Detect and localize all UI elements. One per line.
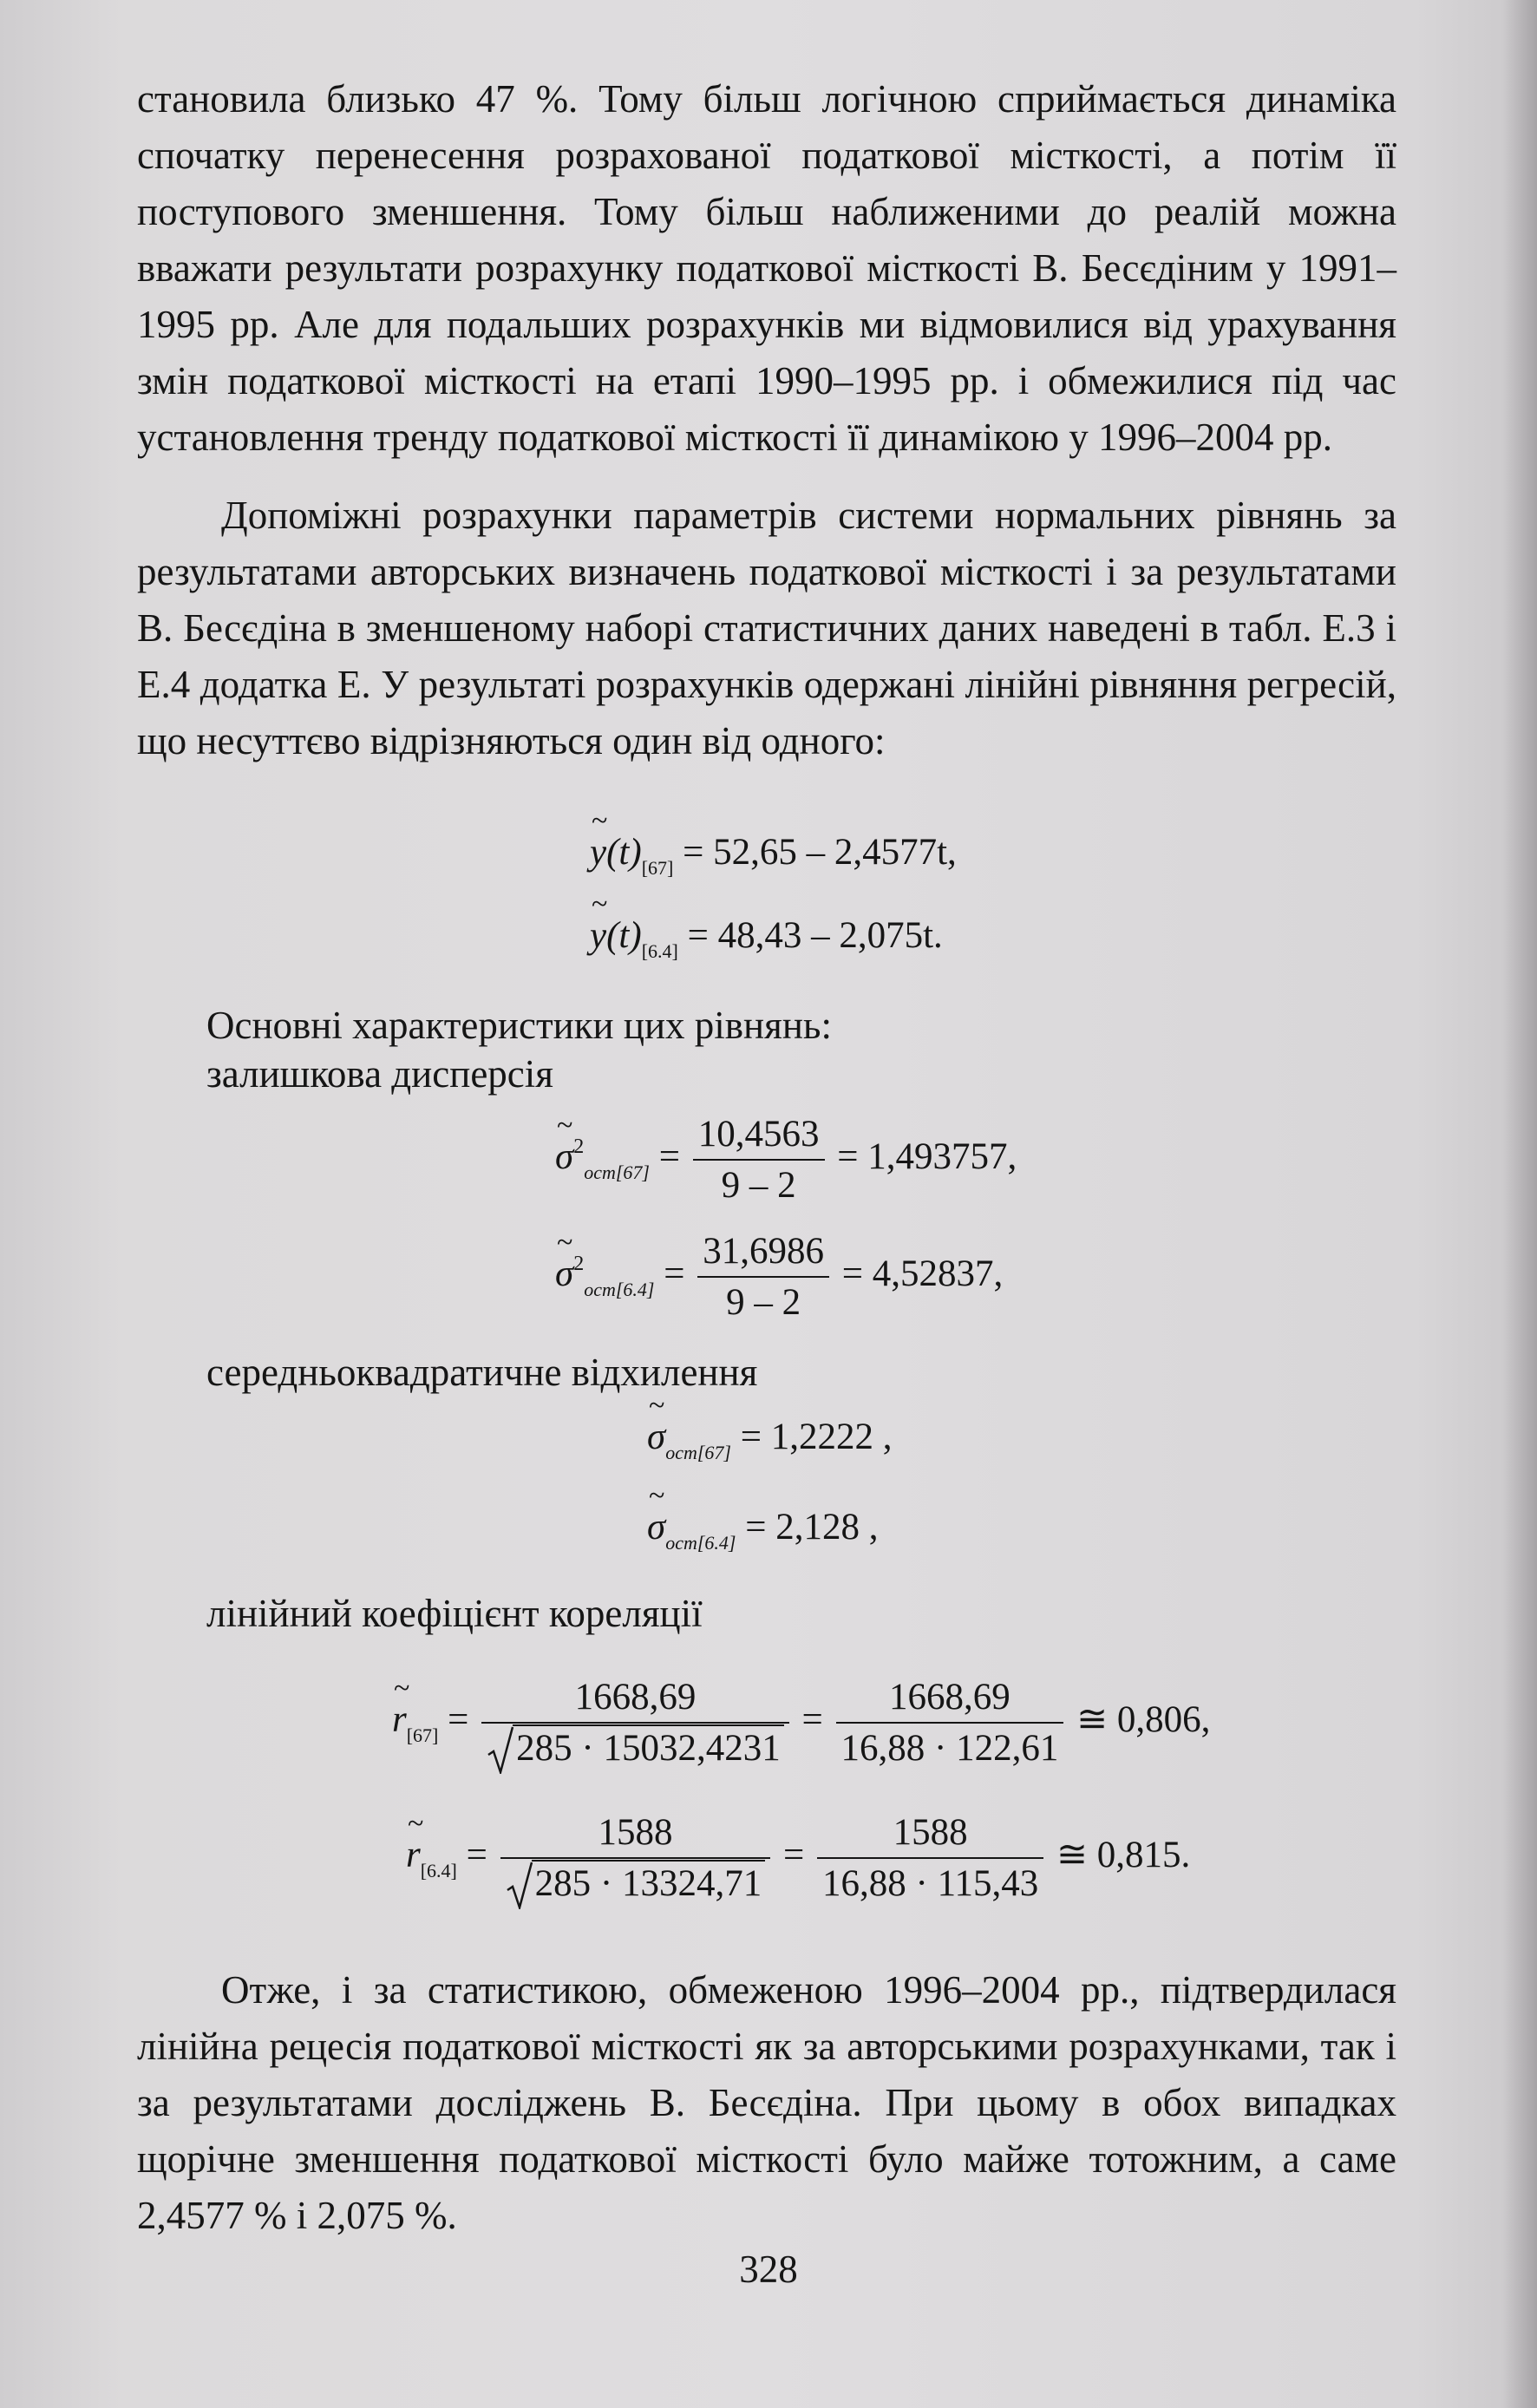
eq1-sub: [67] — [641, 857, 674, 879]
r2-numerator-1: 1588 — [500, 1811, 771, 1859]
r1-denominator-2: 16,88 · 122,61 — [840, 1728, 1059, 1769]
r2-rhs: ≅ 0,815. — [1056, 1834, 1191, 1875]
r2-fraction-1 — [500, 1811, 771, 1905]
r1-fraction-1 — [481, 1676, 789, 1770]
var2-denominator: 9 – 2 — [726, 1282, 801, 1323]
r1-rhs: ≅ 0,806, — [1076, 1698, 1211, 1740]
sd2-rhs: = 2,128 , — [745, 1507, 879, 1548]
paragraph-2-text: Допоміжні розрахунки параметрів системи нормальних рівнянь за результатами авторських визначень податкової місткості і за результатами В. Бесєдіна в зменшеному наборі статистичних даних наведені в табл. Е.3 і Е.4 додатка Е. У результаті розрахунків одержані лінійні рівняння регресій, що несуттєво відрізняються один від одного: — [137, 494, 1396, 762]
r2-symbol: r ~ — [406, 1834, 421, 1876]
eq2-rhs: = 48,43 – 2,075t. — [687, 915, 943, 956]
paragraph-final — [137, 1962, 1396, 2244]
paragraph-final-text: Отже, і за статистикою, обмеженою 1996–2004 рр., підтвердилася лінійна рецесія податкової місткості як за авторськими розрахунками, так і за результатами досліджень В. Бесєдіна. При цьому в обох випадках щорічне зменшення податкової місткості було майже тотожним, а саме 2,4577 % і 2,075 %. — [137, 1968, 1396, 2237]
std-formula-67 — [647, 1416, 893, 1463]
variance-formula-64: σ ~$^2_{ост[6.4]}$ = $\frac{31,6986}{9 - 2}$ = 4,52837, — [555, 1230, 1003, 1324]
sd1-sub: ост[67] — [665, 1442, 731, 1463]
var2-rhs: = 4,52837, — [841, 1253, 1004, 1294]
paragraph-1 — [137, 71, 1396, 466]
eq2-lhs: y ~ — [590, 914, 606, 957]
r2-sub: [6.4] — [420, 1859, 457, 1881]
var1-sigma: σ ~ — [555, 1135, 573, 1178]
label-main-characteristics: Основні характеристики цих рівнянь: — [206, 1004, 832, 1047]
var1-denominator: 9 – 2 — [721, 1165, 796, 1206]
page-edge-shadow — [1502, 0, 1537, 2408]
r2-sqrt — [506, 1862, 766, 1905]
var2-numerator: 31,6986 — [697, 1230, 829, 1278]
sd1-sigma: σ ~ — [647, 1416, 665, 1458]
r1-fraction-2 — [836, 1676, 1064, 1770]
r1-numerator-1: 1668,69 — [481, 1676, 789, 1724]
paragraph-2 — [137, 487, 1396, 769]
correlation-formula-64: r $\sim_{[6.4]}$ = $\frac{1588}{285 \cdot 13324,71}$ = $\frac{1588}{16,88 \cdot 115,43}$ ≅ 0,815. — [406, 1811, 1190, 1905]
label-correlation: лінійний коефіцієнт кореляції — [206, 1592, 703, 1635]
variance-formula-67: σ ~$^2_{ост[67]}$ = $\frac{10,4563}{9 - 2}$ = 1,493757, — [555, 1113, 1017, 1207]
r2-numerator-2: 1588 — [817, 1811, 1043, 1859]
regression-equation-64 — [590, 914, 943, 962]
std-formula-64 — [647, 1506, 879, 1554]
eq1-rhs: = 52,65 – 2,4577t, — [683, 832, 957, 873]
r2-denominator-2: 16,88 · 115,43 — [822, 1863, 1039, 1904]
var2-sigma: σ ~ — [555, 1253, 573, 1295]
sd2-sub: ост[6.4] — [665, 1532, 736, 1554]
correlation-formula-67: r $\sim_{[67]}$ = $\frac{1668,69}{285 \cdot 15032,4231}$ = $\frac{1668,69}{16,88 \cdot 122,61}$ ≅ 0,806, — [392, 1676, 1210, 1770]
var2-sub: ост[6.4] — [584, 1278, 655, 1300]
var1-fraction — [693, 1113, 825, 1207]
var1-rhs: = 1,493757, — [837, 1135, 1017, 1177]
regression-equation-67 — [590, 831, 957, 879]
r2-fraction-2 — [817, 1811, 1043, 1905]
var1-numerator: 10,4563 — [693, 1113, 825, 1161]
label-residual-variance: залишкова дисперсія — [206, 1052, 553, 1096]
page-number: 328 — [739, 2248, 798, 2291]
var2-fraction — [697, 1230, 829, 1324]
var2-sup: 2 — [573, 1252, 585, 1275]
var1-sub: ост[67] — [584, 1161, 650, 1183]
r1-numerator-2: 1668,69 — [836, 1676, 1064, 1724]
sd2-sigma: σ ~ — [647, 1506, 665, 1548]
var1-sup: 2 — [573, 1135, 585, 1158]
r2-denominator-1: 285 · 13324,71 — [532, 1860, 766, 1904]
r1-symbol: r ~ — [392, 1698, 407, 1741]
sd1-rhs: = 1,2222 , — [740, 1417, 893, 1457]
r1-sub: [67] — [406, 1724, 439, 1746]
label-std-deviation: середньоквадратичне відхилення — [206, 1351, 758, 1394]
paragraph-1-text: становила близько 47 %. Тому більш логічною сприймається динаміка спочатку перенесення розрахованої податкової місткості, а потім її поступового зменшення. Тому більш наближеними до реалій можна вважати результати розрахунку податкової місткості В. Бесєдіним у 1991–1995 рр. Але для подальших розрахунків ми відмовилися від урахування змін податкової місткості на етапі 1990–1995 рр. і обмежилися під час установлення тренду податкової місткості її динамікою у 1996–2004 рр. — [137, 77, 1396, 459]
eq1-arg: (t) — [606, 832, 642, 873]
eq2-arg: (t) — [606, 915, 642, 956]
eq2-sub: [6.4] — [641, 940, 678, 962]
eq1-lhs: y ~ — [590, 831, 606, 874]
r1-sqrt — [487, 1727, 784, 1770]
r1-denominator-1: 285 · 15032,4231 — [513, 1724, 784, 1769]
